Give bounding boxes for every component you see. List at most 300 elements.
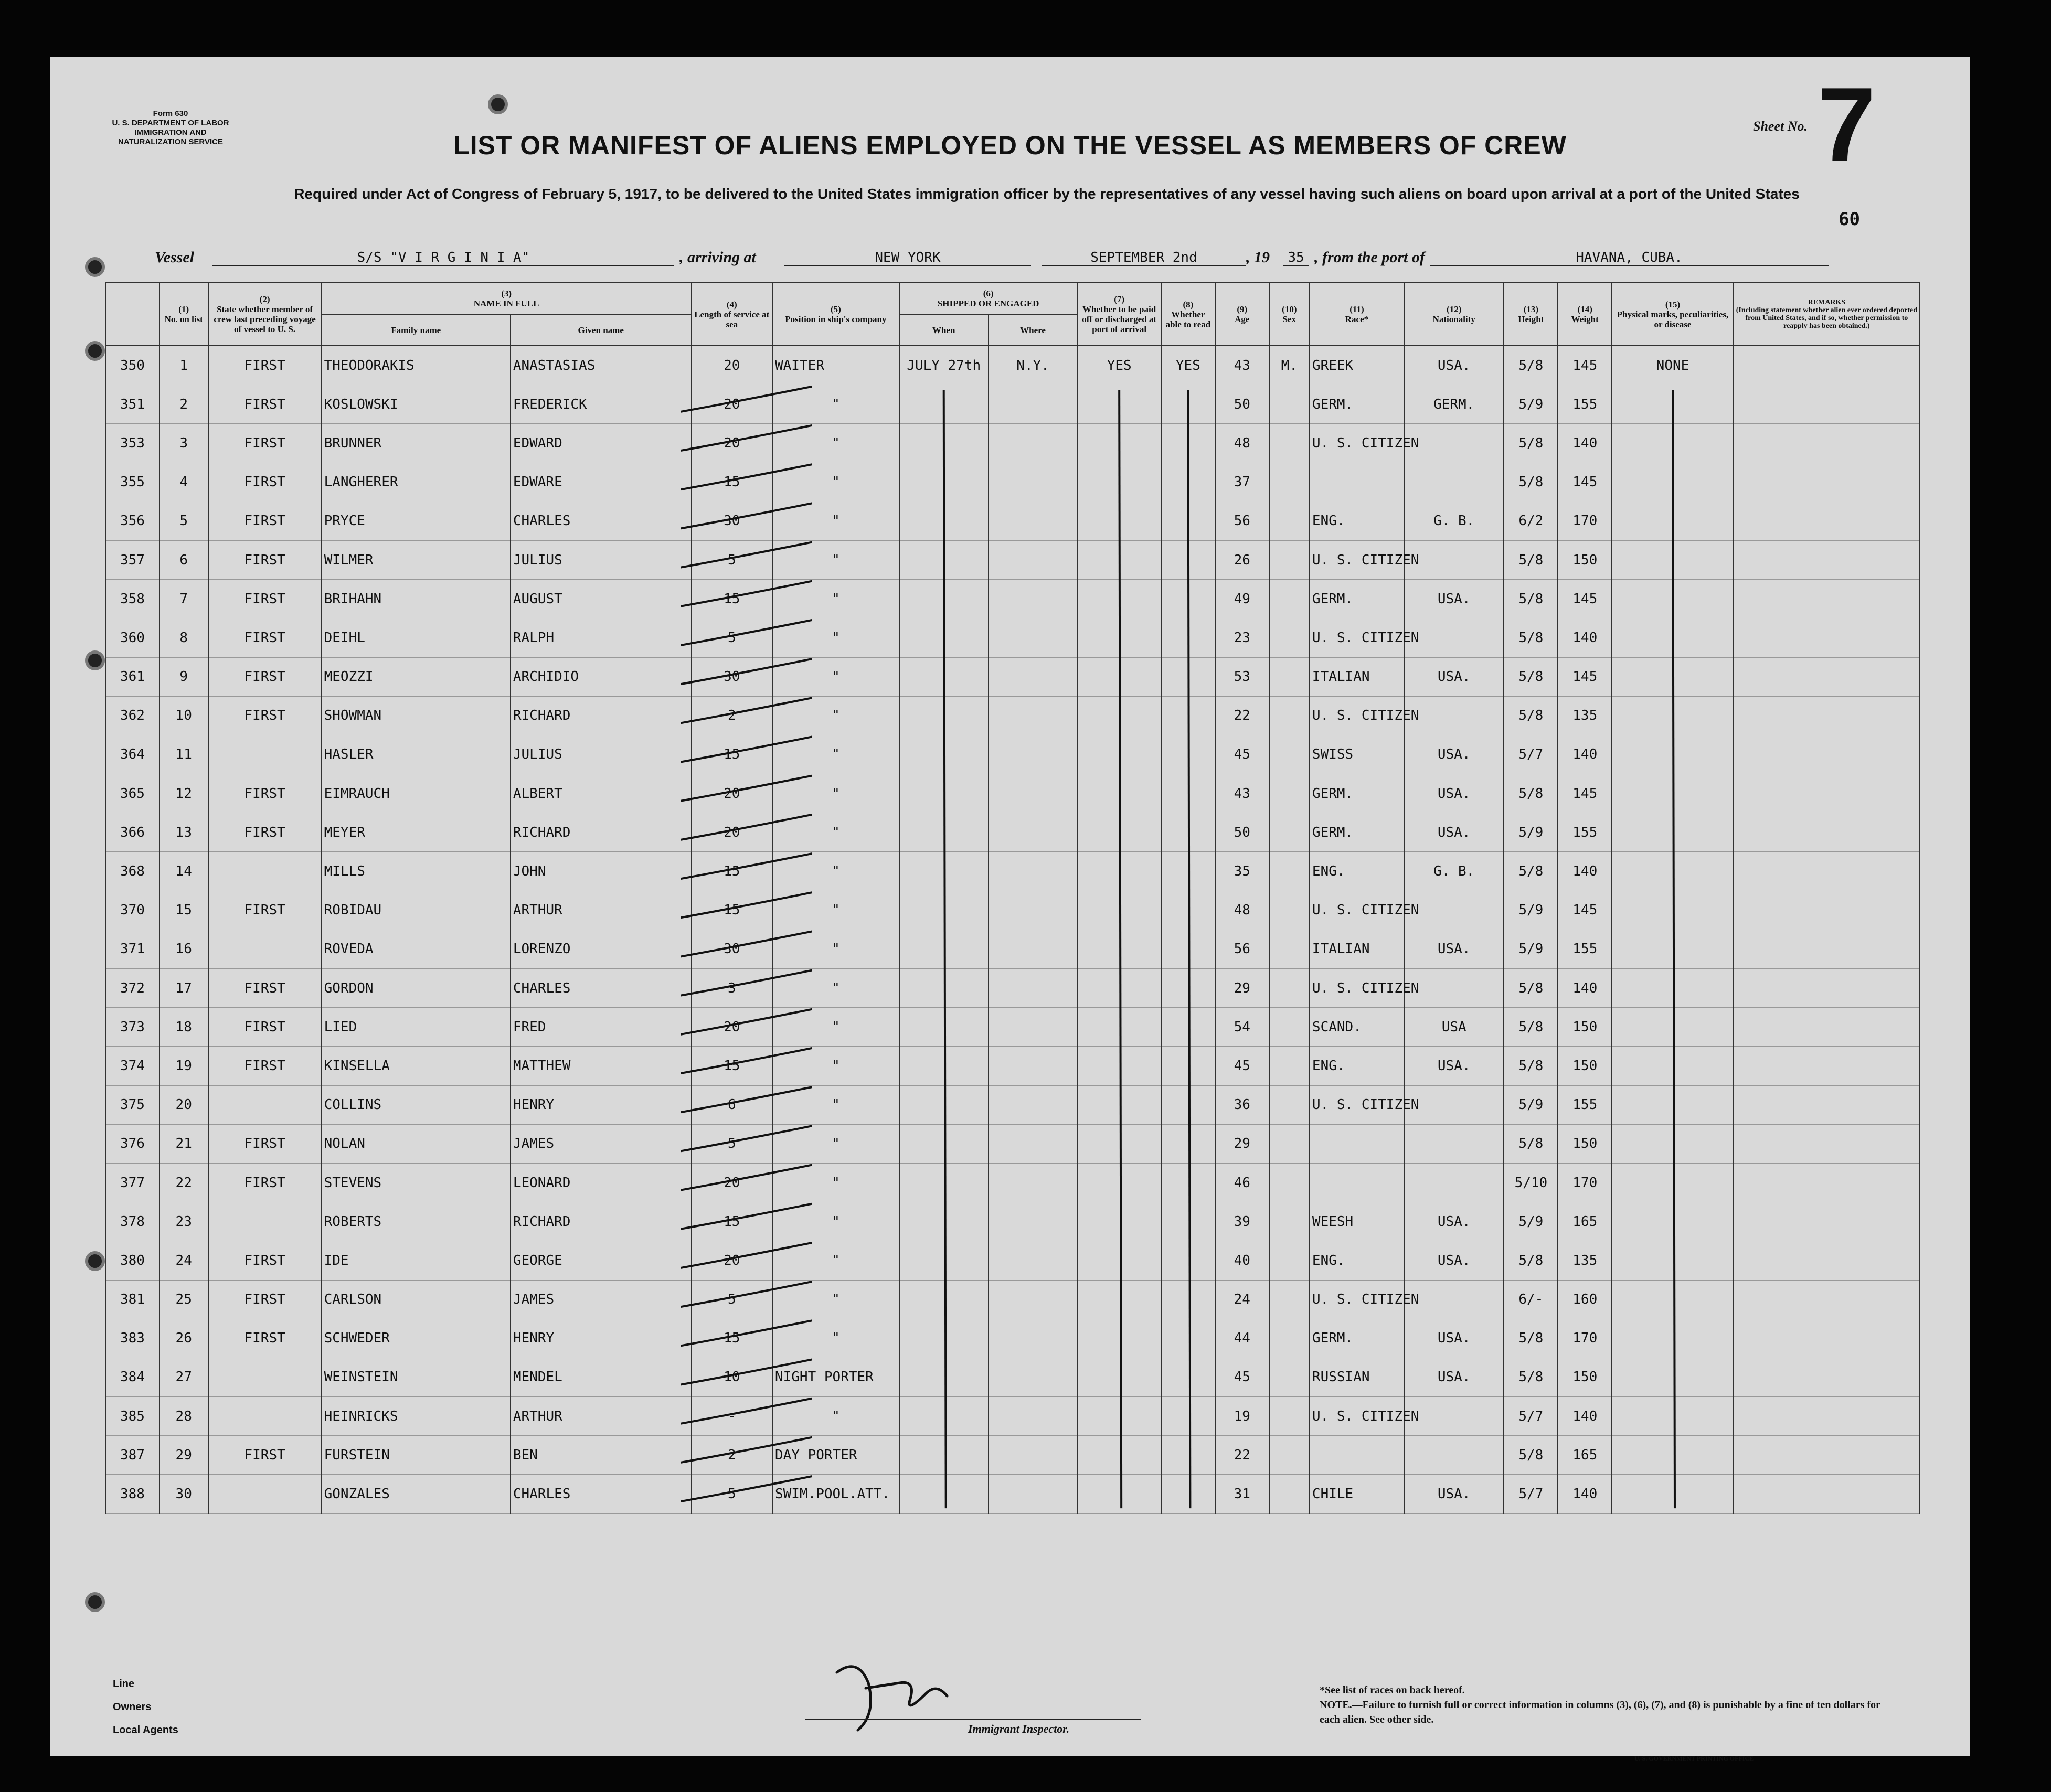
age-cell: 35 [1215,852,1269,891]
sex-cell [1269,1163,1310,1202]
remarks-cell [1734,1280,1920,1319]
height-cell: 5/8 [1504,424,1558,463]
where-cell [989,813,1078,852]
sex-cell [1269,813,1310,852]
service-cell: 15 [692,735,772,774]
position-cell: " [772,774,899,813]
paid-off-cell [1077,657,1161,696]
service-cell: 6 [692,1085,772,1124]
height-cell: 5/8 [1504,696,1558,735]
age-cell: 36 [1215,1085,1269,1124]
vessel-line [155,246,1823,271]
position-cell: " [772,813,899,852]
sex-cell [1269,1085,1310,1124]
manifest-sheet [50,57,1970,1762]
arrival-year: 35 [1283,250,1309,266]
footer-agents-label: Local Agents [113,1724,178,1736]
state-cell [208,930,322,968]
position-cell: " [772,1124,899,1163]
where-cell [989,618,1078,657]
row-number: 24 [160,1241,208,1280]
paid-off-cell [1077,385,1161,424]
table-row [105,930,1920,968]
where-cell [989,1475,1078,1513]
marks-cell: NONE [1612,346,1734,385]
race-cell: ENG. [1310,1047,1404,1085]
service-cell: 5 [692,1124,772,1163]
marks-cell [1612,969,1734,1008]
row-number: 1 [160,346,208,385]
position-cell: " [772,540,899,579]
where-cell [989,1436,1078,1475]
read-cell [1161,540,1215,579]
weight-cell: 145 [1558,891,1612,930]
service-cell: 20 [692,774,772,813]
table-row [105,891,1920,930]
read-cell [1161,813,1215,852]
remarks-cell [1734,502,1920,540]
family-name-cell: ROBIDAU [322,891,511,930]
height-cell: 5/8 [1504,657,1558,696]
weight-cell: 135 [1558,696,1612,735]
row-number: 12 [160,774,208,813]
age-cell: 48 [1215,424,1269,463]
age-cell: 22 [1215,696,1269,735]
state-cell: FIRST [208,1163,322,1202]
state-cell: FIRST [208,1436,322,1475]
when-cell [899,502,989,540]
inspector-label: Immigrant Inspector. [968,1722,1070,1735]
nationality-cell: G. B. [1404,852,1504,891]
paid-off-cell [1077,580,1161,618]
weight-cell: 150 [1558,1047,1612,1085]
family-name-cell: KINSELLA [322,1047,511,1085]
service-cell: 15 [692,463,772,502]
read-cell [1161,735,1215,774]
race-cell: ENG. [1310,502,1404,540]
paid-off-cell [1077,618,1161,657]
when-cell [899,774,989,813]
height-cell: 5/9 [1504,930,1558,968]
col-header-where: Where [989,314,1078,346]
service-cell: 5 [692,1475,772,1513]
col-header-age: (9) Age [1215,283,1269,346]
read-cell [1161,1397,1215,1436]
row-number: 28 [160,1397,208,1436]
col-header-sex: (10) Sex [1269,283,1310,346]
paid-off-cell: YES [1077,346,1161,385]
state-cell [208,852,322,891]
state-cell [208,1358,322,1396]
when-cell [899,385,989,424]
weight-cell: 170 [1558,1319,1612,1358]
row-number: 21 [160,1124,208,1163]
read-cell [1161,424,1215,463]
ledger-number: 351 [105,385,160,424]
table-row [105,346,1920,385]
when-cell [899,891,989,930]
paid-off-cell [1077,930,1161,968]
race-cell [1310,1436,1404,1475]
family-name-cell: STEVENS [322,1163,511,1202]
col-header-height: (13) Height [1504,283,1558,346]
service-cell: 30 [692,657,772,696]
state-cell: FIRST [208,774,322,813]
table-row [105,580,1920,618]
race-cell [1310,1124,1404,1163]
position-cell: SWIM.POOL.ATT. [772,1475,899,1513]
col-header-when: When [899,314,989,346]
nationality-cell: USA. [1404,346,1504,385]
sex-cell [1269,463,1310,502]
race-cell: ITALIAN [1310,657,1404,696]
state-cell: FIRST [208,385,322,424]
when-cell [899,1319,989,1358]
sex-cell [1269,1241,1310,1280]
given-name-cell: ARTHUR [511,1397,692,1436]
family-name-cell: COLLINS [322,1085,511,1124]
family-name-cell: PRYCE [322,502,511,540]
read-cell [1161,774,1215,813]
state-cell: FIRST [208,1280,322,1319]
sex-cell [1269,1475,1310,1513]
service-cell: 2 [692,1436,772,1475]
where-cell [989,735,1078,774]
remarks-cell [1734,618,1920,657]
service-cell: 15 [692,1202,772,1241]
service-cell: 15 [692,891,772,930]
race-cell: SCAND. [1310,1008,1404,1047]
given-name-cell: FRED [511,1008,692,1047]
paid-off-cell [1077,774,1161,813]
nationality-cell [1404,618,1504,657]
service-cell: - [692,1397,772,1436]
row-number: 14 [160,852,208,891]
row-number: 15 [160,891,208,930]
age-cell: 45 [1215,735,1269,774]
read-cell [1161,930,1215,968]
col-header-read: (8) Whether able to read [1161,283,1215,346]
col-header-remarks: REMARKS (Including statement whether alien ever ordered deported from United States, and if so, whether permission to reapply has been obtained.) [1734,283,1920,346]
read-cell [1161,1124,1215,1163]
given-name-cell: ARCHIDIO [511,657,692,696]
family-name-cell: EIMRAUCH [322,774,511,813]
state-cell: FIRST [208,346,322,385]
nationality-cell [1404,1085,1504,1124]
marks-cell [1612,1163,1734,1202]
when-cell [899,813,989,852]
weight-cell: 150 [1558,540,1612,579]
weight-cell: 145 [1558,774,1612,813]
position-cell: " [772,1008,899,1047]
position-cell: " [772,969,899,1008]
paid-off-cell [1077,735,1161,774]
family-name-cell: MEOZZI [322,657,511,696]
read-cell [1161,385,1215,424]
marks-cell [1612,1047,1734,1085]
ledger-number: 383 [105,1319,160,1358]
race-cell: GERM. [1310,813,1404,852]
paid-off-cell [1077,1475,1161,1513]
ledger-number: 350 [105,346,160,385]
where-cell [989,580,1078,618]
marks-cell [1612,1202,1734,1241]
sex-cell [1269,1202,1310,1241]
race-cell: GREEK [1310,346,1404,385]
sex-cell [1269,580,1310,618]
state-cell: FIRST [208,580,322,618]
position-cell: " [772,463,899,502]
marks-cell [1612,1008,1734,1047]
weight-cell: 140 [1558,1475,1612,1513]
inspector-signature [826,1651,963,1735]
paid-off-cell [1077,1008,1161,1047]
weight-cell: 145 [1558,580,1612,618]
family-name-cell: HASLER [322,735,511,774]
table-row [105,1319,1920,1358]
position-cell: " [772,1241,899,1280]
weight-cell: 135 [1558,1241,1612,1280]
given-name-cell: EDWARE [511,463,692,502]
read-cell [1161,852,1215,891]
nationality-cell: USA. [1404,930,1504,968]
weight-cell: 165 [1558,1436,1612,1475]
row-number: 7 [160,580,208,618]
row-number: 5 [160,502,208,540]
state-cell: FIRST [208,696,322,735]
paid-off-cell [1077,1397,1161,1436]
col-header-race: (11) Race* [1310,283,1404,346]
family-name-cell: MILLS [322,852,511,891]
sex-cell [1269,1280,1310,1319]
ledger-number: 358 [105,580,160,618]
table-row [105,1436,1920,1475]
race-cell: U. S. CITIZEN [1310,618,1404,657]
race-cell: WEESH [1310,1202,1404,1241]
ledger-number: 375 [105,1085,160,1124]
nationality-cell [1404,1397,1504,1436]
height-cell: 5/7 [1504,1397,1558,1436]
given-name-cell: FREDERICK [511,385,692,424]
height-cell: 5/8 [1504,774,1558,813]
age-cell: 29 [1215,969,1269,1008]
service-cell: 15 [692,1319,772,1358]
when-cell: JULY 27th [899,346,989,385]
weight-cell: 150 [1558,1008,1612,1047]
height-cell: 5/8 [1504,1358,1558,1396]
marks-cell [1612,813,1734,852]
height-cell: 6/2 [1504,502,1558,540]
row-number: 23 [160,1202,208,1241]
service-cell: 3 [692,969,772,1008]
read-cell [1161,1436,1215,1475]
service-cell: 20 [692,1241,772,1280]
remarks-cell [1734,774,1920,813]
when-cell [899,1436,989,1475]
remarks-cell [1734,735,1920,774]
when-cell [899,618,989,657]
race-cell: RUSSIAN [1310,1358,1404,1396]
marks-cell [1612,1280,1734,1319]
marks-cell [1612,1241,1734,1280]
family-name-cell: NOLAN [322,1124,511,1163]
ledger-number: 377 [105,1163,160,1202]
height-cell: 5/8 [1504,852,1558,891]
service-cell: 15 [692,852,772,891]
sex-cell [1269,1124,1310,1163]
nationality-cell: USA. [1404,1319,1504,1358]
height-cell: 5/8 [1504,463,1558,502]
remarks-cell [1734,346,1920,385]
weight-cell: 140 [1558,969,1612,1008]
weight-cell: 140 [1558,735,1612,774]
binding-hole [85,1251,105,1271]
ledger-number: 385 [105,1397,160,1436]
read-cell [1161,1047,1215,1085]
age-cell: 48 [1215,891,1269,930]
age-cell: 53 [1215,657,1269,696]
race-cell: CHILE [1310,1475,1404,1513]
height-cell: 5/9 [1504,1202,1558,1241]
where-cell [989,1280,1078,1319]
state-cell: FIRST [208,1008,322,1047]
ledger-number: 371 [105,930,160,968]
vessel-name: S/S "V I R G I N I A" [212,250,674,266]
paid-off-cell [1077,1280,1161,1319]
read-cell [1161,1319,1215,1358]
age-cell: 31 [1215,1475,1269,1513]
marks-cell [1612,735,1734,774]
age-cell: 56 [1215,930,1269,968]
row-number: 29 [160,1436,208,1475]
age-cell: 54 [1215,1008,1269,1047]
sex-cell [1269,1358,1310,1396]
col-header-service: (4) Length of service at sea [692,283,772,346]
service-cell: 20 [692,385,772,424]
ledger-number: 355 [105,463,160,502]
height-cell: 5/8 [1504,580,1558,618]
where-cell: N.Y. [989,346,1078,385]
read-cell [1161,969,1215,1008]
page-title: LIST OR MANIFEST OF ALIENS EMPLOYED ON THE VESSEL AS MEMBERS OF CREW [453,131,1567,160]
where-cell [989,463,1078,502]
weight-cell: 165 [1558,1202,1612,1241]
nationality-cell: USA [1404,1008,1504,1047]
ledger-number: 373 [105,1008,160,1047]
when-cell [899,852,989,891]
table-row [105,696,1920,735]
remarks-cell [1734,1241,1920,1280]
marks-cell [1612,1397,1734,1436]
weight-cell: 150 [1558,1124,1612,1163]
family-name-cell: MEYER [322,813,511,852]
position-cell: " [772,657,899,696]
state-cell: FIRST [208,813,322,852]
table-row [105,1475,1920,1513]
family-name-cell: LANGHERER [322,463,511,502]
table-row [105,1202,1920,1241]
when-cell [899,1008,989,1047]
read-cell [1161,618,1215,657]
family-name-cell: DEIHL [322,618,511,657]
row-number: 4 [160,463,208,502]
age-cell: 44 [1215,1319,1269,1358]
row-number: 13 [160,813,208,852]
given-name-cell: GEORGE [511,1241,692,1280]
table-row [105,1163,1920,1202]
weight-cell: 140 [1558,852,1612,891]
remarks-cell [1734,891,1920,930]
state-cell: FIRST [208,540,322,579]
family-name-cell: CARLSON [322,1280,511,1319]
remarks-cell [1734,1085,1920,1124]
weight-cell: 140 [1558,618,1612,657]
marks-cell [1612,696,1734,735]
marks-cell [1612,1475,1734,1513]
sex-cell [1269,618,1310,657]
position-cell: " [772,1319,899,1358]
when-cell [899,1397,989,1436]
ledger-number: 365 [105,774,160,813]
when-cell [899,1085,989,1124]
page-subtitle: Required under Act of Congress of February 5, 1917, to be delivered to the United States immigration officer by the representatives of any vessel having such aliens on board upon arrival at a port of the United States [294,186,1800,202]
nationality-cell [1404,891,1504,930]
state-cell [208,1202,322,1241]
given-name-cell: JULIUS [511,735,692,774]
family-name-cell: SHOWMAN [322,696,511,735]
read-cell [1161,580,1215,618]
remarks-cell [1734,1163,1920,1202]
nationality-cell: USA. [1404,1047,1504,1085]
when-cell [899,657,989,696]
when-cell [899,1163,989,1202]
where-cell [989,1163,1078,1202]
paid-off-cell [1077,1085,1161,1124]
when-cell [899,580,989,618]
paid-off-cell [1077,1047,1161,1085]
nationality-cell: GERM. [1404,385,1504,424]
height-cell: 5/8 [1504,1319,1558,1358]
nationality-cell: USA. [1404,1475,1504,1513]
age-cell: 50 [1215,813,1269,852]
ledger-number: 388 [105,1475,160,1513]
col-header-nationality: (12) Nationality [1404,283,1504,346]
weight-cell: 155 [1558,930,1612,968]
state-cell [208,1475,322,1513]
row-number: 26 [160,1319,208,1358]
service-cell: 5 [692,540,772,579]
read-cell [1161,1358,1215,1396]
row-number: 3 [160,424,208,463]
remarks-cell [1734,580,1920,618]
from-port-label: , from the port of [1314,249,1425,266]
table-row [105,502,1920,540]
given-name-cell: JULIUS [511,540,692,579]
race-cell [1310,463,1404,502]
table-row [105,852,1920,891]
where-cell [989,1008,1078,1047]
age-cell: 45 [1215,1047,1269,1085]
row-number: 25 [160,1280,208,1319]
paid-off-cell [1077,1202,1161,1241]
col-header-position: (5) Position in ship's company [772,283,899,346]
family-name-cell: HEINRICKS [322,1397,511,1436]
paid-off-cell [1077,1319,1161,1358]
nationality-cell: USA. [1404,774,1504,813]
state-cell: FIRST [208,1319,322,1358]
col-header-name: (3) NAME IN FULL [322,283,692,314]
paid-off-cell [1077,696,1161,735]
